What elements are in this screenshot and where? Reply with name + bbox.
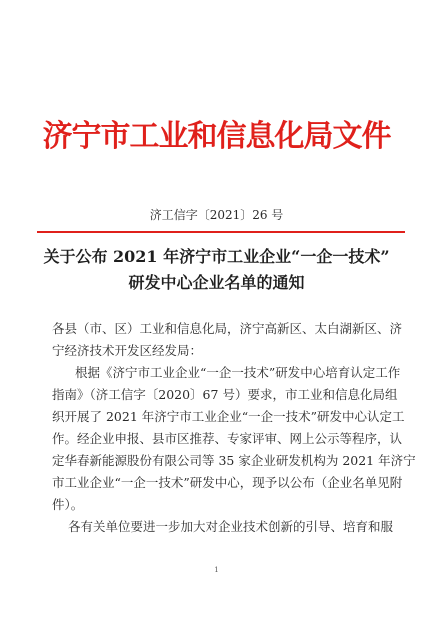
- red-divider: [37, 231, 405, 233]
- addressee-line-2: 宁经济技术开发区经发局：: [52, 343, 203, 358]
- paragraph-1-line-5: 定华春新能源股份有限公司等 35 家企业研发机构为 2021 年济宁: [52, 453, 416, 468]
- notice-title-line-2: 研发中心企业名单的通知: [128, 273, 305, 292]
- issuer-title: 济宁市工业和信息化局文件: [42, 119, 391, 154]
- addressee-line-1: 各县（市、区）工业和信息化局，济宁高新区、太白湖新区、济: [52, 321, 403, 336]
- paragraph-1-line-1: 根据《济宁市工业企业“一企一技术”研发中心培育认定工作: [75, 365, 401, 380]
- page-number: 1: [214, 566, 219, 574]
- paragraph-1-line-6: 市工业企业“一企一技术”研发中心，现予以公布（企业名单见附: [52, 475, 403, 490]
- paragraph-1-line-7: 件）。: [52, 497, 84, 512]
- paragraph-1-line-2: 指南》（济工信字〔2020〕67 号）要求，市工业和信息化局组: [52, 387, 398, 402]
- notice-title-line-1: 关于公布 2021 年济宁市工业企业“一企一技术”: [43, 247, 390, 266]
- paragraph-2-line-1: 各有关单位要进一步加大对企业技术创新的引导、培育和服: [68, 519, 394, 534]
- document-number: 济工信字〔2021〕26 号: [149, 208, 284, 222]
- paragraph-1-line-4: 作。经企业申报、县市区推荐、专家评审、网上公示等程序，认: [52, 431, 403, 446]
- paragraph-1-line-3: 织开展了 2021 年济宁市工业企业“一企一技术”研发中心认定工: [52, 409, 405, 424]
